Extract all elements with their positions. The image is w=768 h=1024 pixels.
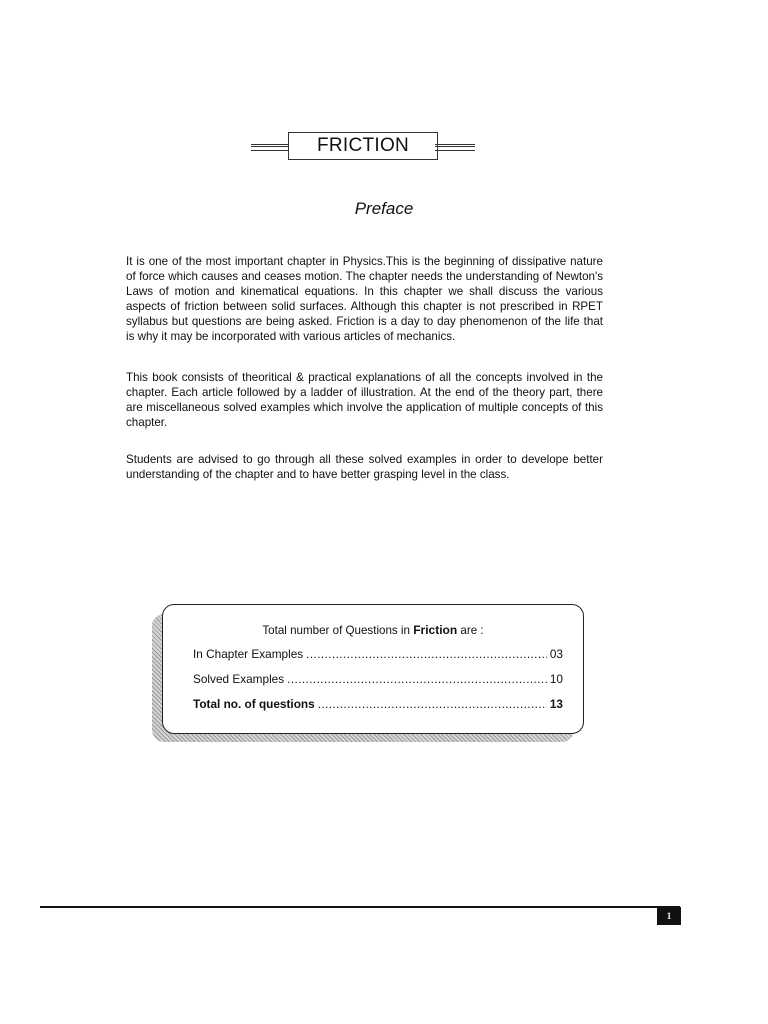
summary-row-solved [193, 672, 563, 686]
leader-dots [318, 697, 547, 711]
chapter-title: FRICTION [288, 132, 438, 160]
leader-dots [287, 672, 547, 686]
summary-heading [163, 623, 583, 637]
footer-rule [40, 906, 680, 908]
preface-heading: Preface [354, 199, 414, 218]
summary-row-label: In Chapter Examples [193, 647, 304, 661]
summary-row-value: 13 [549, 697, 563, 711]
summary-row-total [193, 697, 563, 711]
title-rule-left [251, 144, 291, 151]
paragraph-2: This book consists of theoritical & practical explanations of all the concepts involved in the chapter. Each article followed by a ladder of illustration. At the end of the theory part, there are miscellaneous solved examples which involve the application of multiple concepts of this chapter. [126, 371, 603, 429]
summary-row-value: 03 [549, 647, 563, 661]
paragraph-3: Students are advised to go through all these solved examples in order to develope better understanding of the chapter and to have better grasping level in the class. [126, 453, 603, 481]
question-summary-box [162, 604, 584, 734]
summary-row-in-chapter [193, 647, 563, 661]
paragraph-1: It is one of the most important chapter in Physics.This is the beginning of dissipative nature of force which causes and ceases motion. The chapter needs the understanding of Newton's Laws of motion and kinematical equations. In this chapter we shall discuss the various aspects of friction between solid surfaces. Although this chapter is not prescribed in RPET syllabus but questions are being asked. Friction is a day to day phenomenon of the life that is why it may be incorporated with various articles of mechanics. [126, 255, 603, 343]
summary-row-value: 10 [549, 672, 563, 686]
summary-heading-prefix: Total number of Questions in [262, 624, 410, 637]
summary-heading-suffix: are : [460, 624, 484, 637]
page-number: 1 [657, 907, 681, 925]
leader-dots [306, 647, 547, 661]
title-rule-right [435, 144, 475, 151]
chapter-title-block [251, 132, 475, 162]
summary-row-label: Total no. of questions [193, 697, 315, 711]
summary-heading-topic: Friction [413, 623, 458, 637]
summary-row-label: Solved Examples [193, 672, 285, 686]
